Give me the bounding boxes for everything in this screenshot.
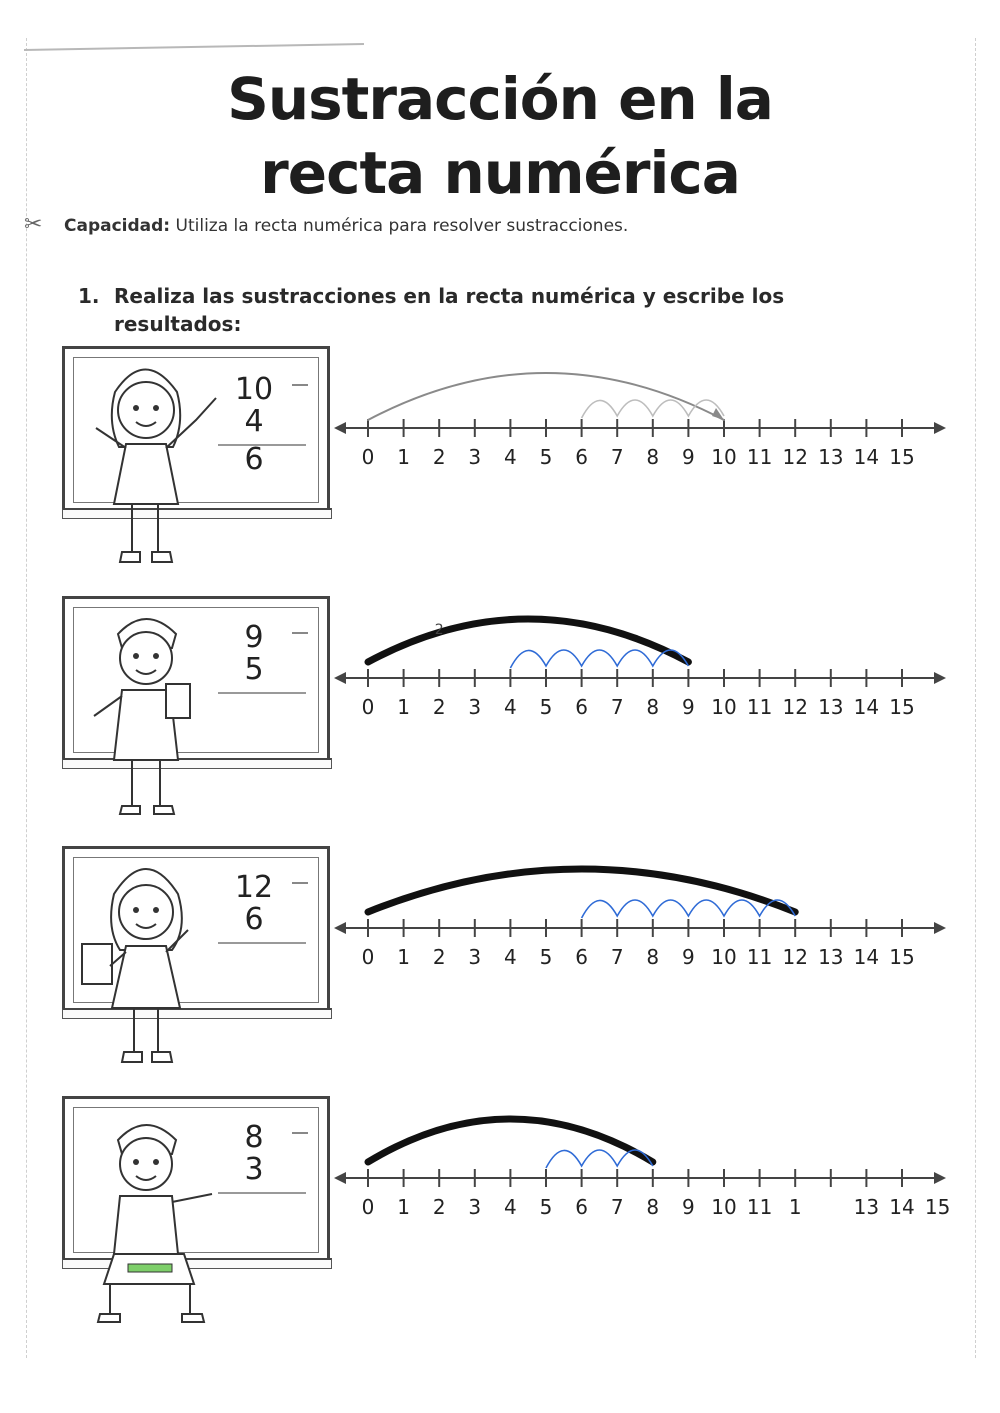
tick-label: 7 [610,445,624,469]
capacity-text: Utiliza la recta numérica para resolver sustracciones. [175,216,629,236]
minus-sign [292,632,308,634]
tick-label: 8 [646,1195,660,1219]
tick-label: 0 [361,1195,375,1219]
scissors-icon: ✂ [24,212,43,237]
tick-label: 11 [746,695,773,719]
minuend: 8 [244,1120,264,1155]
tick-label: 14 [889,1195,915,1219]
number-line [330,840,960,970]
tick-label: 7 [610,945,624,969]
tick-label: 4 [504,695,517,719]
tick-label: 7 [610,1195,624,1219]
subtrahend: 3 [244,1152,264,1187]
tick-label: 15 [889,945,915,969]
tick-label: 1 [397,945,410,969]
jump-arc [368,373,724,420]
number-line [330,590,960,720]
left-arrow-icon [334,672,346,684]
number-line [330,1090,960,1220]
tick-label: 13 [818,945,844,969]
tick-label: 12 [782,695,808,719]
tick-label: 12 [782,945,808,969]
tick-label: 4 [504,945,517,969]
tick-label: 0 [361,445,375,469]
subtrahend: 4 [244,404,264,439]
instruction-number: 1. [78,284,100,308]
tick-label: 6 [575,1195,588,1219]
tick-label: 13 [818,695,844,719]
tick-label: 10 [711,695,737,719]
result-bar [218,942,306,944]
tick-label: 3 [468,695,482,719]
instruction-text-2: resultados: [114,312,242,336]
minus-sign [292,882,308,884]
tick-label: 13 [853,1195,880,1219]
right-arrow-icon [934,1172,946,1184]
result: 6 [244,442,264,477]
subtraction-vertical [214,872,294,942]
tick-label: 11 [746,1195,773,1219]
tick-label: 0 [361,945,375,969]
tick-label: 1 [397,445,410,469]
tick-label: 15 [924,1195,951,1219]
tick-label: 12 [782,445,808,469]
tick-label: 3 [468,1195,482,1219]
number-line [330,340,960,470]
sitting-boy-illustration [70,1108,220,1330]
title-line-2: recta numérica [260,139,740,207]
result-bar [218,1192,306,1194]
tick-label: 6 [575,695,588,719]
worksheet-title [0,62,1000,210]
tick-label: 10 [711,1195,737,1219]
subtraction-vertical [214,374,294,476]
result-bar [218,444,306,446]
tick-label: 9 [682,1195,695,1219]
capacity-label: Capacidad: [64,216,171,236]
tick-label: 14 [853,445,880,469]
left-arrow-icon [334,922,346,934]
instruction-text-1: Realiza las sustracciones en la recta numérica y escribe los [114,284,785,308]
boy-with-paper-illustration [70,600,220,822]
tick-label: 10 [711,945,737,969]
minuend: 10 [234,372,274,407]
minus-sign [292,384,308,386]
tick-label: 3 [468,445,482,469]
subtraction-vertical [214,1122,294,1192]
tick-label: 13 [818,445,844,469]
subtraction-vertical [214,622,294,692]
tick-label: 0 [361,695,375,719]
title-line-1: Sustracción en la [227,65,773,133]
jump-arc [368,619,688,662]
tick-label: 8 [646,445,660,469]
left-arrow-icon [334,422,346,434]
tick-label: 9 [682,945,695,969]
subtrahend: 6 [244,902,264,937]
right-arrow-icon [934,672,946,684]
left-arrow-icon [334,1172,346,1184]
tick-label: 2 [432,945,446,969]
tick-label: 15 [889,445,915,469]
tick-label: 9 [682,695,695,719]
tick-label: 3 [468,945,482,969]
instruction [78,282,878,338]
tick-label: 5 [539,1195,553,1219]
tick-label: 5 [539,945,553,969]
tick-label: 1 [397,695,410,719]
tick-label: 15 [889,695,915,719]
minuend: 12 [234,870,274,905]
tick-label: 8 [646,695,660,719]
tick-label: 2 [432,445,446,469]
minus-sign [292,1132,308,1134]
tick-label: 10 [711,445,737,469]
tick-label: 1 [397,1195,410,1219]
tick-label: 4 [504,445,517,469]
tick-label: 2 [432,1195,446,1219]
tick-label: 8 [646,945,660,969]
tick-label: 5 [539,695,553,719]
tick-label: 4 [504,1195,517,1219]
tick-label: 2 [432,695,446,719]
tick-label: 14 [853,695,880,719]
tick-label: 9 [682,445,695,469]
subtrahend: 5 [244,652,264,687]
arc-note: 2 [434,622,444,638]
right-arrow-icon [934,422,946,434]
tick-label: 11 [746,945,773,969]
girl-teacher-illustration [70,352,220,574]
girl-with-sheet-illustration [70,852,220,1074]
right-arrow-icon [934,922,946,934]
tick-label: 5 [539,445,553,469]
minuend: 9 [244,620,264,655]
result-bar [218,692,306,694]
capacity-statement [64,216,628,236]
tick-label: 1 [788,1195,802,1219]
tick-label: 6 [575,445,588,469]
tick-label: 7 [610,695,624,719]
tick-label: 11 [746,445,773,469]
tick-label: 14 [853,945,880,969]
tick-label: 6 [575,945,588,969]
